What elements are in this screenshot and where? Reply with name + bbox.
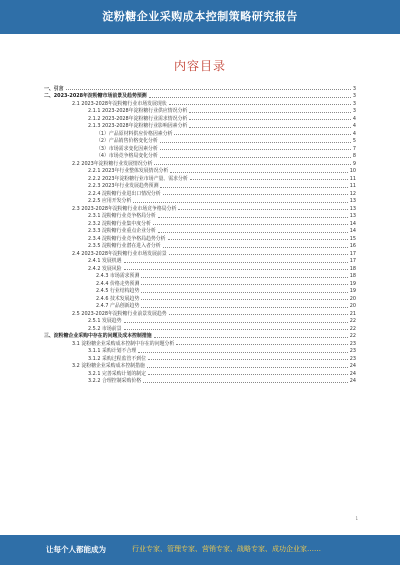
report-title: 淀粉糖企业采购成本控制策略研究报告 xyxy=(102,10,298,23)
toc-entry[interactable] xyxy=(44,309,356,317)
toc-entry[interactable] xyxy=(44,114,356,122)
toc-entry-label: 2.4 2023-2028年淀粉糖行业市场发展前景 xyxy=(72,250,167,257)
toc-entry[interactable] xyxy=(44,152,356,160)
toc-dot-leader xyxy=(66,88,351,90)
toc-entry-label: （3）市场需求变化因素分析 xyxy=(96,145,158,152)
toc-dot-leader xyxy=(141,283,347,285)
toc-entry[interactable] xyxy=(44,99,356,107)
toc-entry[interactable] xyxy=(44,84,356,92)
toc-dot-leader xyxy=(178,208,347,210)
toc-entry-page: 4 xyxy=(352,130,356,137)
toc-entry[interactable] xyxy=(44,234,356,242)
toc-dot-leader xyxy=(141,276,347,278)
toc-entry-page: 3 xyxy=(352,100,356,107)
toc-entry-label: 2.4.5 行业结构趋势 xyxy=(96,288,140,294)
toc-dot-leader xyxy=(189,126,351,128)
toc-dot-leader xyxy=(160,148,351,150)
toc-entry[interactable] xyxy=(44,369,356,377)
toc-entry[interactable] xyxy=(44,129,356,137)
toc-dot-leader xyxy=(169,253,348,255)
toc-entry-page: 17 xyxy=(349,258,356,264)
toc-entry[interactable] xyxy=(44,317,356,325)
toc-dot-leader xyxy=(169,103,351,105)
toc-entry-page: 4 xyxy=(352,115,356,122)
toc-entry[interactable] xyxy=(44,144,356,152)
toc-entry-label: 2.2.4 淀粉糖行业进出口情况分析 xyxy=(88,190,161,197)
toc-entry-page: 20 xyxy=(349,295,356,302)
toc-entry-label: 2.1 2023-2028年淀粉糖行业市场发展现状 xyxy=(72,100,167,107)
toc-entry-label: 2.4.3 市场需求预测 xyxy=(96,273,140,279)
toc-entry-page: 23 xyxy=(349,355,356,362)
toc-entry-page: 4 xyxy=(352,123,356,129)
toc-entry-label: 3.1.1 采购计划不合理 xyxy=(88,348,137,354)
footer-tagline: 行业专家、管理专家、营销专家、战略专家、成功企业家…… xyxy=(132,545,321,553)
toc-entry-label: 2.5.1 发展趋势 xyxy=(88,318,122,324)
header-bar xyxy=(0,0,400,34)
toc-entry[interactable] xyxy=(44,204,356,212)
toc-entry-page: 7 xyxy=(352,145,356,152)
toc-entry-page: 23 xyxy=(349,340,356,347)
toc-dot-leader xyxy=(124,321,348,323)
toc-dot-leader xyxy=(149,96,351,98)
toc-entry-label: 3.2.1 完善采购计划的制定 xyxy=(88,370,147,377)
toc-dot-leader xyxy=(163,193,348,195)
toc-dot-leader xyxy=(170,171,348,173)
toc-entry-page: 19 xyxy=(349,288,356,294)
toc-entry[interactable] xyxy=(44,347,356,355)
toc-entry-label: 2.3.3 淀粉糖行业重点企业分析 xyxy=(88,228,156,234)
toc-entry[interactable] xyxy=(44,137,356,145)
toc-dot-leader xyxy=(189,118,351,120)
toc-entry[interactable] xyxy=(44,294,356,302)
page-number: 1 xyxy=(355,516,358,521)
toc-entry-page: 17 xyxy=(349,250,356,257)
toc-heading: 内容目录 xyxy=(173,59,226,73)
toc-entry[interactable] xyxy=(44,167,356,175)
toc-entry-label: 2.1.1 2023-2028年淀粉糖行业供应情况分析 xyxy=(88,108,188,114)
toc-dot-leader xyxy=(190,178,348,180)
toc-dot-leader xyxy=(124,328,348,330)
toc-entry-label: 2.2.5 应用开发分析 xyxy=(88,198,132,204)
toc-entry-page: 12 xyxy=(349,190,356,197)
toc-entry-label: 3.2.2 合理控制采购价格 xyxy=(88,378,142,384)
toc-dot-leader xyxy=(148,373,348,375)
toc-entry-label: 一、引言 xyxy=(44,85,64,92)
toc-entry[interactable] xyxy=(44,92,356,100)
toc-entry-label: 2.2.1 2023年行业整体发展情况分析 xyxy=(88,168,169,174)
toc-entry-label: 2.3.4 淀粉糖行业竞争格局趋势分析 xyxy=(88,235,166,242)
toc-entry-page: 13 xyxy=(349,213,356,219)
toc-entry-label: 2.3.1 淀粉糖行业竞争格局分析 xyxy=(88,213,156,219)
toc-entry-page: 14 xyxy=(349,220,356,227)
toc-entry-label: （1）产品原材料供应价格因素分析 xyxy=(96,130,173,137)
toc-entry-label: （4）市场竞争格局变化分析 xyxy=(96,153,158,159)
footer-bar xyxy=(0,535,400,565)
toc-dot-leader xyxy=(160,141,351,143)
table-of-contents xyxy=(44,84,356,384)
toc-dot-leader xyxy=(160,156,351,158)
toc-entry[interactable] xyxy=(44,332,356,340)
toc-entry[interactable] xyxy=(44,264,356,272)
toc-dot-leader xyxy=(124,261,348,263)
toc-entry-page: 14 xyxy=(349,228,356,234)
toc-entry-page: 5 xyxy=(352,138,356,144)
toc-entry[interactable] xyxy=(44,122,356,130)
toc-entry-label: 2.2.2 2023年淀粉糖行业市场产量、需求分析 xyxy=(88,175,188,182)
toc-entry-label: 2.1.2 2023-2028年淀粉糖行业需求情况分析 xyxy=(88,115,188,122)
toc-dot-leader xyxy=(143,381,348,383)
toc-entry-page: 21 xyxy=(349,310,356,317)
toc-entry-label: 3.1.2 采购过程监管不到位 xyxy=(88,355,147,362)
toc-entry-page: 24 xyxy=(349,363,356,369)
toc-dot-leader xyxy=(124,268,348,270)
toc-entry-page: 11 xyxy=(349,183,356,189)
toc-entry[interactable] xyxy=(44,189,356,197)
toc-entry-label: 2.1.3 2023-2028年淀粉糖行业影响因素分析 xyxy=(88,123,188,129)
toc-entry-page: 24 xyxy=(349,370,356,377)
toc-dot-leader xyxy=(147,366,348,368)
toc-dot-leader xyxy=(133,201,347,203)
toc-entry-page: 23 xyxy=(349,348,356,354)
toc-entry-page: 3 xyxy=(352,108,356,114)
toc-entry[interactable] xyxy=(44,182,356,190)
toc-entry[interactable] xyxy=(44,287,356,295)
toc-entry-page: 18 xyxy=(349,265,356,272)
toc-entry[interactable] xyxy=(44,362,356,370)
toc-entry-label: 三、淀粉糖企业采购中存在的问题及成本控制措施 xyxy=(44,333,152,339)
toc-entry-page: 22 xyxy=(349,325,356,332)
toc-entry[interactable] xyxy=(44,227,356,235)
toc-dot-leader xyxy=(141,306,347,308)
toc-entry-page: 19 xyxy=(349,280,356,287)
toc-entry-label: 3.2 淀粉糖企业采购成本控制措施 xyxy=(72,363,145,369)
toc-entry[interactable] xyxy=(44,197,356,205)
toc-entry-label: 3.1 淀粉糖企业采购成本控制中存在的问题分析 xyxy=(72,340,175,347)
toc-entry[interactable] xyxy=(44,377,356,385)
toc-entry-page: 24 xyxy=(349,378,356,384)
toc-dot-leader xyxy=(160,186,347,188)
toc-entry-page: 13 xyxy=(349,198,356,204)
toc-entry[interactable] xyxy=(44,174,356,182)
toc-entry-page: 15 xyxy=(349,235,356,242)
toc-dot-leader xyxy=(169,313,348,315)
toc-entry-page: 10 xyxy=(349,168,356,174)
toc-entry-page: 22 xyxy=(349,318,356,324)
toc-entry-page: 16 xyxy=(349,243,356,249)
toc-entry[interactable] xyxy=(44,279,356,287)
toc-dot-leader xyxy=(148,358,348,360)
toc-entry[interactable] xyxy=(44,324,356,332)
toc-dot-leader xyxy=(141,298,347,300)
toc-entry-label: 2.4.4 价格走势预测 xyxy=(96,280,140,287)
toc-entry[interactable] xyxy=(44,242,356,250)
toc-entry-label: 2.3 2023-2028年淀粉糖行业市场竞争格局分析 xyxy=(72,205,177,212)
toc-entry-label: （2）产品销售价格变化分析 xyxy=(96,138,158,144)
toc-dot-leader xyxy=(163,246,348,248)
toc-entry-page: 18 xyxy=(349,273,356,279)
toc-entry-label: 2.2 2023年淀粉糖行业发展情况分析 xyxy=(72,160,153,167)
toc-entry-label: 二、2023-2028年淀粉糖市场前景及趋势预测 xyxy=(44,93,147,99)
toc-entry-page: 9 xyxy=(352,160,356,167)
toc-dot-leader xyxy=(176,343,348,345)
toc-entry-page: 3 xyxy=(352,93,356,99)
toc-entry-label: 2.3.2 淀粉糖行业集中度分析 xyxy=(88,220,151,227)
toc-entry-label: 2.4.7 产品创新趋势 xyxy=(96,303,140,309)
toc-entry-page: 13 xyxy=(349,205,356,212)
toc-entry[interactable] xyxy=(44,219,356,227)
toc-entry-label: 2.5.2 市场前景 xyxy=(88,325,122,332)
toc-entry-page: 22 xyxy=(349,333,356,339)
toc-entry-label: 2.4.1 发展机遇 xyxy=(88,258,122,264)
toc-entry[interactable] xyxy=(44,249,356,257)
toc-dot-leader xyxy=(154,163,350,165)
toc-entry-label: 2.2.3 2023年行业发展趋势预测 xyxy=(88,183,159,189)
toc-dot-leader xyxy=(158,231,348,233)
footer-slogan: 让每个人都能成为 xyxy=(46,545,106,554)
toc-entry[interactable] xyxy=(44,302,356,310)
toc-dot-leader xyxy=(158,216,348,218)
toc-dot-leader xyxy=(154,336,348,338)
toc-entry[interactable] xyxy=(44,272,356,280)
toc-entry[interactable] xyxy=(44,159,356,167)
toc-entry-label: 2.4.2 发展风险 xyxy=(88,265,122,272)
toc-entry[interactable] xyxy=(44,212,356,220)
toc-dot-leader xyxy=(141,291,347,293)
toc-entry-label: 2.5 2023-2028年淀粉糖行业前景发展趋势 xyxy=(72,310,167,317)
toc-entry-label: 2.4.6 技术发展趋势 xyxy=(96,295,140,302)
toc-dot-leader xyxy=(174,133,350,135)
toc-entry-page: 20 xyxy=(349,303,356,309)
toc-entry-page: 8 xyxy=(352,153,356,159)
toc-entry-page: 11 xyxy=(349,175,356,182)
toc-dot-leader xyxy=(168,238,348,240)
toc-dot-leader xyxy=(189,111,351,113)
toc-entry-page: 3 xyxy=(352,85,356,92)
toc-entry[interactable] xyxy=(44,257,356,265)
toc-dot-leader xyxy=(138,351,348,353)
toc-entry[interactable] xyxy=(44,354,356,362)
toc-entry[interactable] xyxy=(44,339,356,347)
toc-entry-label: 2.3.5 淀粉糖行业潜在进入者分析 xyxy=(88,243,161,249)
toc-dot-leader xyxy=(153,223,348,225)
toc-entry[interactable] xyxy=(44,107,356,115)
